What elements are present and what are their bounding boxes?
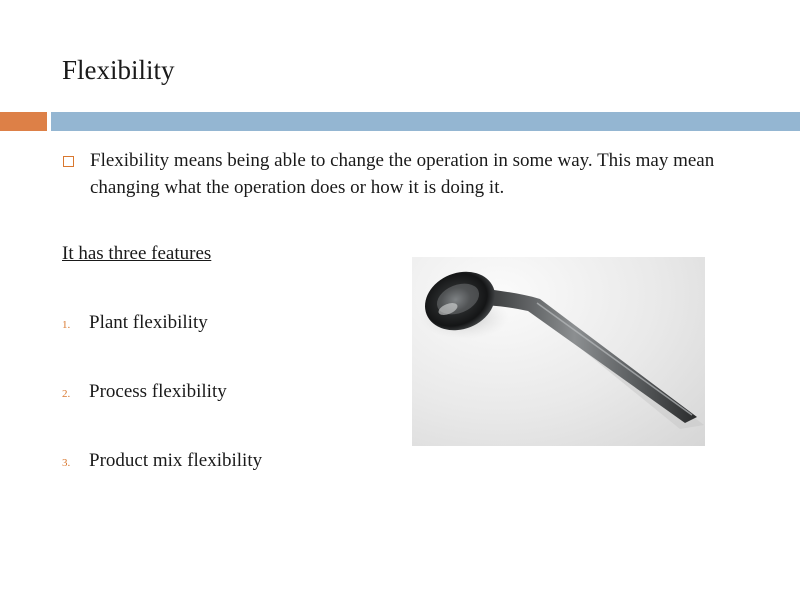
bullet-item [62,147,742,201]
feature-item-process [62,379,227,405]
bullet-text: Flexibility means being able to change the operation in some way. This may mean changing what the operation does or how it is doing it. [90,150,715,198]
hollow-square-bullet-icon [63,156,74,167]
features-subheading: It has three features [62,243,212,264]
accent-band-orange [0,112,47,131]
feature-number: 3. [62,457,71,469]
slide-title: Flexibility [62,55,175,85]
feature-label: Product mix flexibility [89,450,263,471]
accent-band-blue [51,112,800,131]
bent-spoon-photo [412,257,705,446]
feature-label: Plant flexibility [89,312,208,333]
feature-number: 1. [62,319,71,331]
feature-label: Process flexibility [89,381,227,402]
feature-item-product-mix [62,448,262,474]
feature-item-plant [62,310,208,336]
feature-number: 2. [62,388,71,400]
